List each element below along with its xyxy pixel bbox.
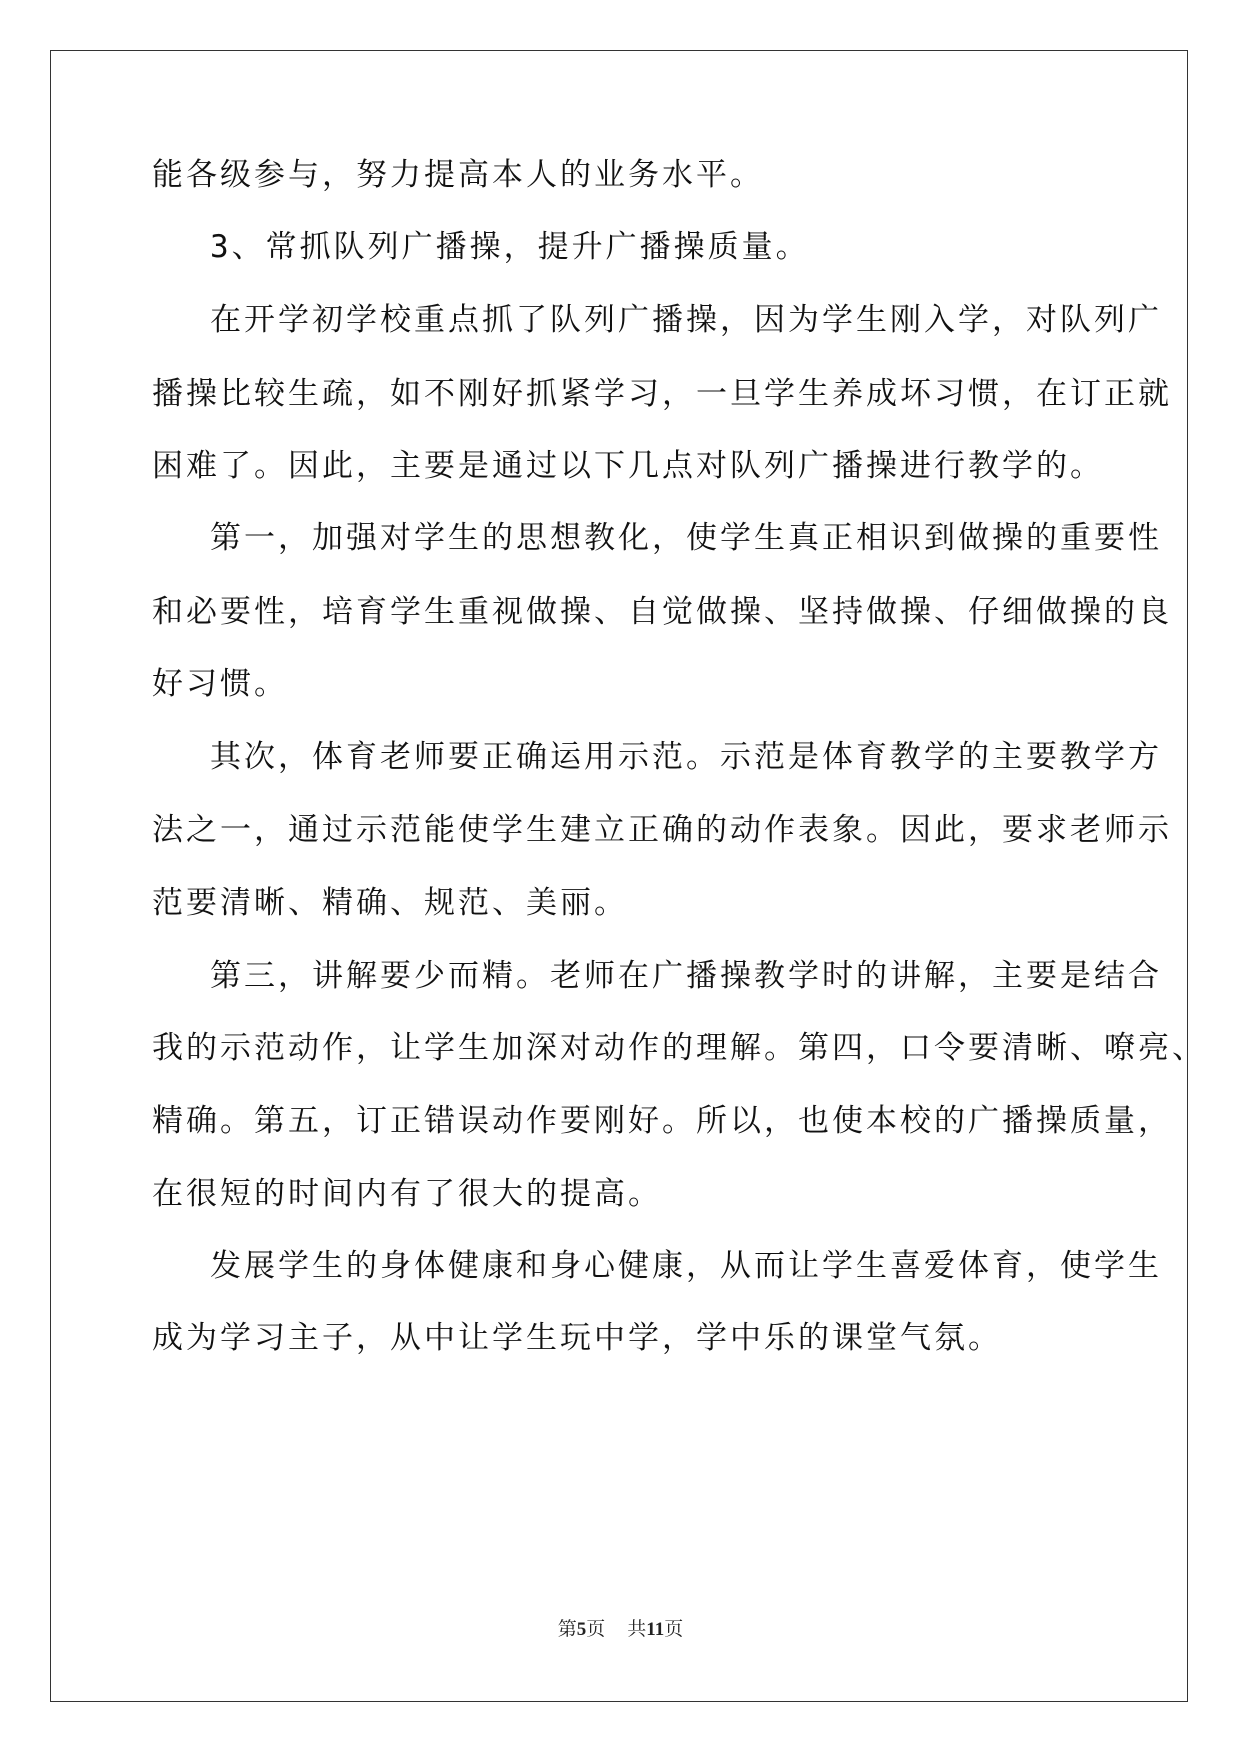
page-footer bbox=[0, 1614, 1241, 1641]
text-line-13: 我的示范动作，让学生加深对动作的理解。第四，口令要清晰、嘹亮、 bbox=[152, 1030, 1206, 1066]
total-pages: 11 bbox=[646, 1619, 665, 1640]
text-line-5: 困难了。因此，主要是通过以下几点对队列广播操进行教学的。 bbox=[152, 448, 1104, 484]
page-border bbox=[50, 50, 1188, 1702]
text-line-16: 发展学生的身体健康和身心健康，从而让学生喜爱体育，使学生 bbox=[210, 1248, 1162, 1284]
section-heading-3: 3、常抓队列广播操，提升广播操质量。 bbox=[210, 229, 810, 265]
text-line-8: 好习惯。 bbox=[152, 666, 288, 702]
total-suffix: 页 bbox=[664, 1618, 684, 1640]
text-line-11: 范要清晰、精确、规范、美丽。 bbox=[152, 885, 628, 921]
text-line-17: 成为学习主子，从中让学生玩中学，学中乐的课堂气氛。 bbox=[152, 1320, 1002, 1356]
text-line-4: 播操比较生疏，如不刚好抓紧学习，一旦学生养成坏习惯，在订正就 bbox=[152, 376, 1172, 412]
text-line-15: 在很短的时间内有了很大的提高。 bbox=[152, 1176, 662, 1212]
text-line-14: 精确。第五，订正错误动作要刚好。所以，也使本校的广播操质量， bbox=[152, 1103, 1172, 1139]
text-line-6: 第一，加强对学生的思想教化，使学生真正相识到做操的重要性 bbox=[210, 520, 1162, 556]
text-line-10: 法之一，通过示范能使学生建立正确的动作表象。因此，要求老师示 bbox=[152, 812, 1172, 848]
text-line-12: 第三，讲解要少而精。老师在广播操教学时的讲解，主要是结合 bbox=[210, 958, 1162, 994]
page-prefix: 第 bbox=[557, 1618, 577, 1640]
text-line-3: 在开学初学校重点抓了队列广播操，因为学生刚入学，对队列广 bbox=[210, 302, 1162, 338]
text-line-1: 能各级参与，努力提高本人的业务水平。 bbox=[152, 157, 764, 193]
page-number: 5 bbox=[576, 1619, 587, 1640]
page-suffix: 页 bbox=[586, 1618, 606, 1640]
total-prefix: 共 bbox=[627, 1618, 647, 1640]
text-line-9: 其次，体育老师要正确运用示范。示范是体育教学的主要教学方 bbox=[210, 739, 1162, 775]
text-line-7: 和必要性，培育学生重视做操、自觉做操、坚持做操、仔细做操的良 bbox=[152, 594, 1172, 630]
